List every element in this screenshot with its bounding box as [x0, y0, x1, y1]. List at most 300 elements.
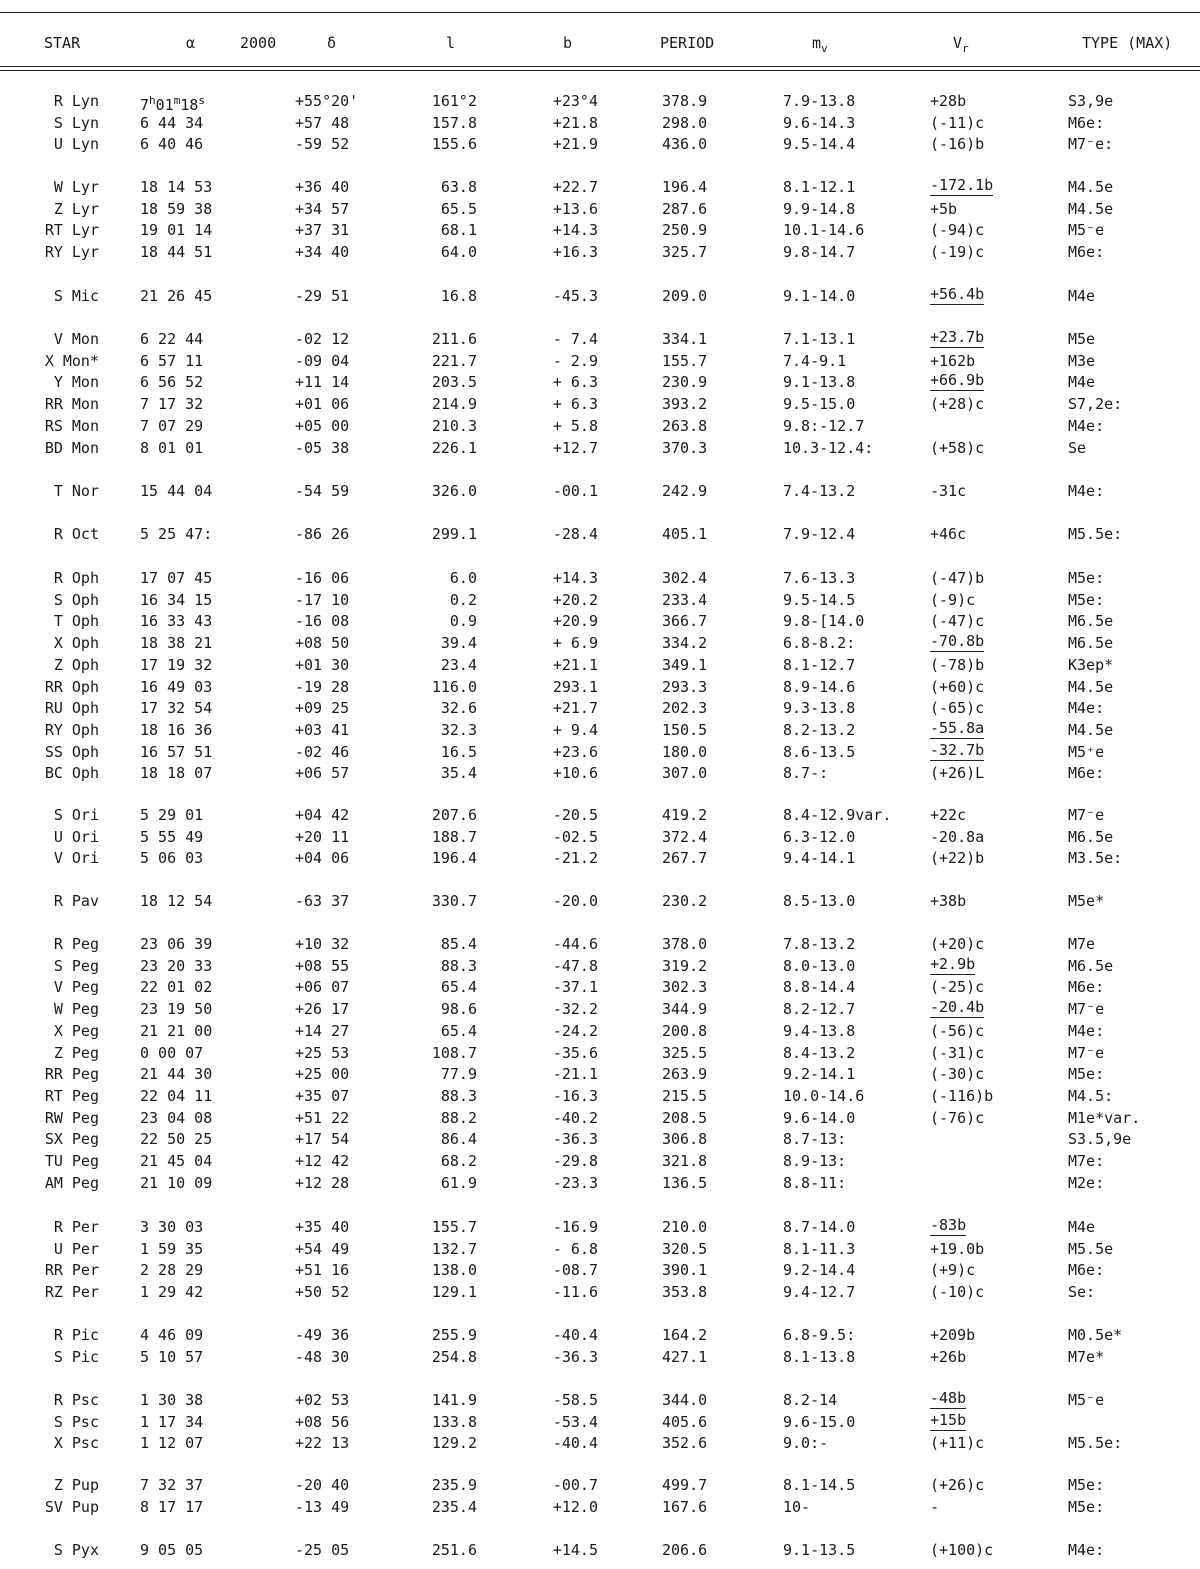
cell-star: RT Peg	[44, 1086, 99, 1105]
cell-mv: 9.2-14.4	[783, 1261, 856, 1280]
cell-vr: (-11)c	[930, 113, 985, 132]
cell-ra: 5 10 57	[140, 1347, 204, 1366]
cell-ra: 21 44 30	[140, 1065, 213, 1084]
cell-l: 155.6	[431, 135, 477, 154]
cell-mv: 9.4-13.8	[783, 1021, 856, 1040]
cell-vr: (-65)c	[930, 699, 985, 718]
cell-dec: +10 32	[295, 935, 350, 953]
table-row	[0, 654, 1200, 676]
cell-vr: (+60)c	[930, 677, 985, 696]
cell-type: M4e:	[1068, 699, 1105, 718]
cell-period: 202.3	[662, 699, 708, 718]
table-row	[0, 933, 1200, 955]
cell-mv: 8.8-11:	[783, 1173, 847, 1192]
ra-s-unit: s	[198, 94, 206, 107]
table-row	[0, 1389, 1200, 1411]
table-row	[0, 1474, 1200, 1496]
cell-mv: 8.1-14.5	[783, 1476, 856, 1494]
cell-type: K3ep*	[1068, 655, 1114, 674]
cell-star: BC Oph	[44, 764, 99, 783]
cell-b: + 5.8	[552, 416, 598, 435]
cell-mv: 10.1-14.6	[783, 221, 865, 240]
cell-b: -29.8	[552, 1152, 598, 1170]
cell-l: 226.1	[431, 438, 477, 457]
cell-vr: +19.0b	[930, 1239, 985, 1258]
cell-star: Z Pup	[53, 1476, 99, 1494]
cell-period: 302.4	[662, 569, 708, 587]
cell-star: R Per	[53, 1218, 99, 1236]
cell-vr: (+11)c	[930, 1434, 985, 1453]
cell-b: + 6.3	[552, 373, 598, 392]
cell-mv: 8.8-14.4	[783, 978, 856, 997]
header-type: TYPE (MAX)	[1082, 34, 1173, 52]
cell-mv: 9.0:-	[783, 1434, 829, 1453]
cell-period: 196.4	[662, 178, 708, 196]
table-row	[0, 741, 1200, 763]
cell-l: 68.1	[440, 221, 477, 240]
cell-period: 334.2	[662, 634, 708, 653]
table-row	[0, 133, 1200, 155]
cell-l: 210.3	[431, 416, 477, 435]
cell-l: 299.1	[431, 525, 477, 543]
cell-mv: 8.2-12.7	[783, 1000, 856, 1019]
cell-star: RW Peg	[44, 1108, 99, 1127]
cell-ra: 6 44 34	[140, 113, 204, 132]
cell-dec: -13 49	[295, 1497, 350, 1516]
cell-mv: 8.9-13:	[783, 1152, 847, 1170]
cell-mv: 7.4-9.1	[783, 351, 847, 370]
cell-ra: 6 40 46	[140, 135, 204, 154]
cell-l: 6.0	[449, 569, 477, 587]
cell-star: R Pav	[53, 892, 99, 910]
header-epoch: 2000	[240, 34, 277, 52]
cell-dec: -59 52	[295, 135, 350, 154]
cell-b: -16.9	[552, 1218, 598, 1236]
cell-type: M5e:	[1068, 569, 1105, 587]
cell-ra: 0 00 07	[140, 1043, 204, 1062]
table-row	[0, 285, 1200, 307]
cell-period: 167.6	[662, 1497, 708, 1516]
cell-dec: +12 28	[295, 1173, 350, 1192]
cell-star: R Oph	[53, 569, 99, 587]
header-period: PERIOD	[660, 34, 715, 52]
cell-l: 65.4	[440, 978, 477, 997]
table-row	[0, 198, 1200, 220]
cell-ra: 18 44 51	[140, 243, 213, 262]
cell-b: + 6.3	[552, 395, 598, 414]
table-row	[0, 1020, 1200, 1042]
cell-b: -21.2	[552, 849, 598, 868]
cell-l: 330.7	[431, 892, 477, 910]
cell-star: R Lyn	[53, 92, 99, 110]
cell-mv: 7.1-13.1	[783, 330, 856, 348]
cell-star: W Lyr	[53, 178, 99, 196]
ra-h-value: 7	[140, 96, 150, 114]
table-row	[0, 1259, 1200, 1281]
cell-dec: +37 31	[295, 221, 350, 240]
cell-vr: (-47)c	[930, 612, 985, 631]
cell-type: M4e:	[1068, 482, 1105, 500]
cell-mv: 8.7-:	[783, 764, 829, 783]
cell-period: 136.5	[662, 1173, 708, 1192]
cell-dec: +04 42	[295, 806, 350, 824]
cell-mv: 9.8-14.7	[783, 243, 856, 262]
cell-b: -36.3	[552, 1347, 598, 1366]
cell-b: +21.8	[552, 113, 598, 132]
cell-l: 221.7	[431, 351, 477, 370]
cell-vr: -70.8b	[930, 632, 985, 651]
cell-vr: (+26)L	[930, 764, 985, 783]
cell-ra: 5 25 47:	[140, 525, 213, 543]
cell-vr: (-94)c	[930, 221, 985, 240]
table-row	[0, 976, 1200, 998]
cell-dec: +51 16	[295, 1261, 350, 1280]
cell-ra: 22 04 11	[140, 1086, 213, 1105]
top-rule	[0, 12, 1200, 13]
table-row	[0, 176, 1200, 198]
cell-l: 132.7	[431, 1239, 477, 1258]
cell-mv: 9.5-14.5	[783, 590, 856, 609]
cell-l: 16.8	[440, 287, 477, 305]
cell-dec: -63 37	[295, 892, 350, 910]
cell-vr: (-19)c	[930, 243, 985, 262]
cell-star: S Peg	[53, 956, 99, 975]
header-double-rule-1	[0, 66, 1200, 67]
cell-vr: (+28)c	[930, 395, 985, 414]
cell-period: 325.7	[662, 243, 708, 262]
cell-type: M5e:	[1068, 1065, 1105, 1084]
cell-mv: 8.4-13.2	[783, 1043, 856, 1062]
cell-ra: 17 07 45	[140, 569, 213, 587]
cell-l: 65.4	[440, 1021, 477, 1040]
cell-type: M3.5e:	[1068, 849, 1123, 868]
cell-type: M4.5e	[1068, 199, 1114, 218]
table-row	[0, 567, 1200, 589]
cell-dec: +06 07	[295, 978, 350, 997]
table-row	[0, 1238, 1200, 1260]
cell-dec: +04 06	[295, 849, 350, 868]
cell-dec: +14 27	[295, 1021, 350, 1040]
header-mv-sub: v	[821, 42, 828, 55]
table-row	[0, 1324, 1200, 1346]
cell-dec: +35 40	[295, 1218, 350, 1236]
cell-vr: (-9)c	[930, 590, 976, 609]
cell-ra: 18 59 38	[140, 199, 213, 218]
table-row	[0, 1172, 1200, 1194]
cell-period: 319.2	[662, 956, 708, 975]
cell-period: 419.2	[662, 806, 708, 824]
cell-star: X Psc	[53, 1434, 99, 1453]
cell-l: 203.5	[431, 373, 477, 392]
cell-type: M5.5e:	[1068, 525, 1123, 543]
cell-vr: (-10)c	[930, 1283, 985, 1302]
cell-vr: +22c	[930, 806, 967, 824]
cell-vr: (+58)c	[930, 438, 985, 457]
cell-period: 372.4	[662, 827, 708, 846]
cell-period: 436.0	[662, 135, 708, 154]
cell-mv: 9.1-13.5	[783, 1541, 856, 1559]
cell-type: Se	[1068, 438, 1087, 457]
header-b: b	[563, 34, 573, 52]
cell-type: M4e:	[1068, 1541, 1105, 1559]
table-row	[0, 697, 1200, 719]
cell-l: 255.9	[431, 1326, 477, 1344]
cell-l: 235.9	[431, 1476, 477, 1494]
cell-vr: -32.7b	[930, 740, 985, 759]
cell-star: S Lyn	[53, 113, 99, 132]
cell-l: 251.6	[431, 1541, 477, 1559]
cell-vr: +46c	[930, 525, 967, 543]
cell-period: 233.4	[662, 590, 708, 609]
cell-mv: 9.5-14.4	[783, 135, 856, 154]
cell-l: 85.4	[440, 935, 477, 953]
cell-vr: (-78)b	[930, 655, 985, 674]
cell-period: 206.6	[662, 1541, 708, 1559]
cell-mv: 10.0-14.6	[783, 1086, 865, 1105]
table-row	[0, 1281, 1200, 1303]
cell-period: 230.9	[662, 373, 708, 392]
cell-star: BD Mon	[44, 438, 99, 457]
cell-mv: 9.5-15.0	[783, 395, 856, 414]
cell-ra: 23 06 39	[140, 935, 213, 953]
cell-ra: 23 19 50	[140, 1000, 213, 1019]
cell-l: 0.9	[449, 612, 477, 631]
cell-ra: 21 21 00	[140, 1021, 213, 1040]
cell-b: +14.3	[552, 221, 598, 240]
cell-ra: 1 17 34	[140, 1412, 204, 1431]
cell-type: M2e:	[1068, 1173, 1105, 1192]
cell-dec: +20 11	[295, 827, 350, 846]
cell-l: 88.3	[440, 956, 477, 975]
cell-type: M6e:	[1068, 764, 1105, 783]
cell-vr: -48b	[930, 1389, 967, 1407]
cell-ra: 8 01 01	[140, 438, 204, 457]
cell-type: S3,9e	[1068, 92, 1114, 110]
cell-dec: +06 57	[295, 764, 350, 783]
cell-vr: (-116)b	[930, 1086, 994, 1105]
ra-h-unit: h	[149, 94, 156, 107]
table-row	[0, 1128, 1200, 1150]
cell-l: 161°2	[431, 92, 477, 110]
cell-dec: -29 51	[295, 287, 350, 305]
cell-l: 35.4	[440, 764, 477, 783]
cell-type: M4.5:	[1068, 1086, 1114, 1105]
cell-period: 499.7	[662, 1476, 708, 1494]
cell-star: Z Peg	[53, 1043, 99, 1062]
cell-ra: 21 26 45	[140, 287, 213, 305]
table-row	[0, 480, 1200, 502]
table-row	[0, 1346, 1200, 1368]
cell-b: +21.7	[552, 699, 598, 718]
cell-star: SV Pup	[44, 1497, 99, 1516]
cell-type: M5e:	[1068, 1497, 1105, 1516]
cell-dec: -20 40	[295, 1476, 350, 1494]
cell-l: 196.4	[431, 849, 477, 868]
cell-type: M7⁻e	[1068, 1000, 1105, 1019]
cell-mv: 8.9-14.6	[783, 677, 856, 696]
cell-ra: 6 57 11	[140, 351, 204, 370]
cell-ra: 7 07 29	[140, 416, 204, 435]
cell-vr: (-31)c	[930, 1043, 985, 1062]
cell-type: M5e:	[1068, 590, 1105, 609]
table-row	[0, 1216, 1200, 1238]
cell-b: -11.6	[552, 1283, 598, 1302]
cell-ra: 18 12 54	[140, 892, 213, 910]
cell-mv: 7.9-13.8	[783, 92, 856, 110]
cell-l: 23.4	[440, 655, 477, 674]
cell-dec: -48 30	[295, 1347, 350, 1366]
cell-ra: 1 30 38	[140, 1391, 204, 1409]
table-row	[0, 415, 1200, 437]
cell-l: 61.9	[440, 1173, 477, 1192]
cell-ra: 21 45 04	[140, 1152, 213, 1170]
cell-type: M6.5e	[1068, 956, 1114, 975]
cell-type: M3e	[1068, 351, 1096, 370]
cell-period: 321.8	[662, 1152, 708, 1170]
cell-ra: 5 55 49	[140, 827, 204, 846]
cell-ra: 6 22 44	[140, 330, 204, 348]
cell-l: 214.9	[431, 395, 477, 414]
cell-star: X Mon*	[44, 351, 99, 370]
cell-star: S Mic	[53, 287, 99, 305]
cell-type: M6.5e	[1068, 612, 1114, 631]
cell-vr: (+26)c	[930, 1476, 985, 1494]
cell-period: 155.7	[662, 351, 708, 370]
cell-vr: -20.8a	[930, 827, 985, 846]
cell-star: SX Peg	[44, 1130, 99, 1149]
cell-type: M5⁻e	[1068, 1391, 1105, 1409]
cell-period: 349.1	[662, 655, 708, 674]
table-row	[0, 1042, 1200, 1064]
cell-b: 293.1	[552, 677, 598, 696]
cell-period: 320.5	[662, 1239, 708, 1258]
cell-l: 39.4	[440, 634, 477, 653]
cell-vr: +66.9b	[930, 371, 985, 390]
cell-l: 155.7	[431, 1218, 477, 1236]
cell-dec: +01 06	[295, 395, 350, 414]
cell-vr: -31c	[930, 482, 967, 500]
cell-star: S Pyx	[53, 1541, 99, 1559]
cell-ra: 17 19 32	[140, 655, 213, 674]
cell-mv: 7.4-13.2	[783, 482, 856, 500]
table-row	[0, 955, 1200, 977]
header-vr	[953, 34, 969, 55]
cell-b: +13.6	[552, 199, 598, 218]
cell-star: RS Mon	[44, 416, 99, 435]
cell-vr: (+100)c	[930, 1541, 994, 1559]
cell-l: 68.2	[440, 1152, 477, 1170]
cell-star: R Peg	[53, 935, 99, 953]
cell-l: 63.8	[440, 178, 477, 196]
cell-ra: 2 28 29	[140, 1261, 204, 1280]
cell-period: 378.0	[662, 935, 708, 953]
cell-type: M4e	[1068, 373, 1096, 392]
cell-period: 427.1	[662, 1347, 708, 1366]
cell-b: + 6.9	[552, 634, 598, 653]
cell-dec: +02 53	[295, 1391, 350, 1409]
cell-b: -40.2	[552, 1108, 598, 1127]
cell-type: M7e	[1068, 935, 1096, 953]
cell-mv: 8.6-13.5	[783, 742, 856, 761]
cell-b: +12.7	[552, 438, 598, 457]
cell-ra: 15 44 04	[140, 482, 213, 500]
cell-type: M4.5e	[1068, 178, 1114, 196]
cell-star: U Ori	[53, 827, 99, 846]
cell-period: 390.1	[662, 1261, 708, 1280]
cell-star: U Per	[53, 1239, 99, 1258]
cell-type: M4.5e	[1068, 720, 1114, 739]
cell-ra: 5 06 03	[140, 849, 204, 868]
cell-b: - 7.4	[552, 330, 598, 348]
cell-ra: 18 38 21	[140, 634, 213, 653]
cell-vr: -55.8a	[930, 718, 985, 737]
cell-period: 293.3	[662, 677, 708, 696]
cell-mv: 8.1-12.7	[783, 655, 856, 674]
cell-star: RY Oph	[44, 720, 99, 739]
header-mv	[812, 34, 828, 55]
header-vr-base: V	[953, 34, 963, 52]
cell-b: -53.4	[552, 1412, 598, 1431]
cell-l: 108.7	[431, 1043, 477, 1062]
cell-b: -21.1	[552, 1065, 598, 1084]
cell-vr: (-56)c	[930, 1021, 985, 1040]
cell-ra: 18 18 07	[140, 764, 213, 783]
cell-dec: +34 57	[295, 199, 350, 218]
cell-l: 88.2	[440, 1108, 477, 1127]
table-row	[0, 1411, 1200, 1433]
cell-period: 242.9	[662, 482, 708, 500]
table-row	[0, 350, 1200, 372]
cell-star: S Psc	[53, 1412, 99, 1431]
cell-period: 353.8	[662, 1283, 708, 1302]
cell-b: +23.6	[552, 742, 598, 761]
table-row	[0, 632, 1200, 654]
table-row	[0, 437, 1200, 459]
cell-dec: +57 48	[295, 113, 350, 132]
cell-vr: +56.4b	[930, 285, 985, 303]
cell-l: 141.9	[431, 1391, 477, 1409]
cell-type: M5e:	[1068, 1476, 1105, 1494]
cell-mv: 8.1-11.3	[783, 1239, 856, 1258]
cell-dec: +08 55	[295, 956, 350, 975]
cell-b: -45.3	[552, 287, 598, 305]
cell-type: M6e:	[1068, 243, 1105, 262]
cell-l: 207.6	[431, 806, 477, 824]
table-row	[0, 589, 1200, 611]
cell-dec: +25 00	[295, 1065, 350, 1084]
cell-mv: 7.9-12.4	[783, 525, 856, 543]
cell-mv: 8.1-12.1	[783, 178, 856, 196]
cell-b: -24.2	[552, 1021, 598, 1040]
cell-star: RU Oph	[44, 699, 99, 718]
table-row	[0, 998, 1200, 1020]
cell-dec: +51 22	[295, 1108, 350, 1127]
cell-ra: 23 20 33	[140, 956, 213, 975]
cell-dec: +50 52	[295, 1283, 350, 1302]
cell-mv: 9.8:-12.7	[783, 416, 865, 435]
cell-b: -35.6	[552, 1043, 598, 1062]
cell-period: 366.7	[662, 612, 708, 631]
cell-dec: +25 53	[295, 1043, 350, 1062]
cell-l: 138.0	[431, 1261, 477, 1280]
cell-l: 32.3	[440, 720, 477, 739]
cell-b: -36.3	[552, 1130, 598, 1149]
cell-ra: 17 32 54	[140, 699, 213, 718]
table-row	[0, 719, 1200, 741]
cell-mv: 6.8-8.2:	[783, 634, 856, 653]
cell-mv: 10.3-12.4:	[783, 438, 874, 457]
table-row	[0, 90, 1200, 112]
